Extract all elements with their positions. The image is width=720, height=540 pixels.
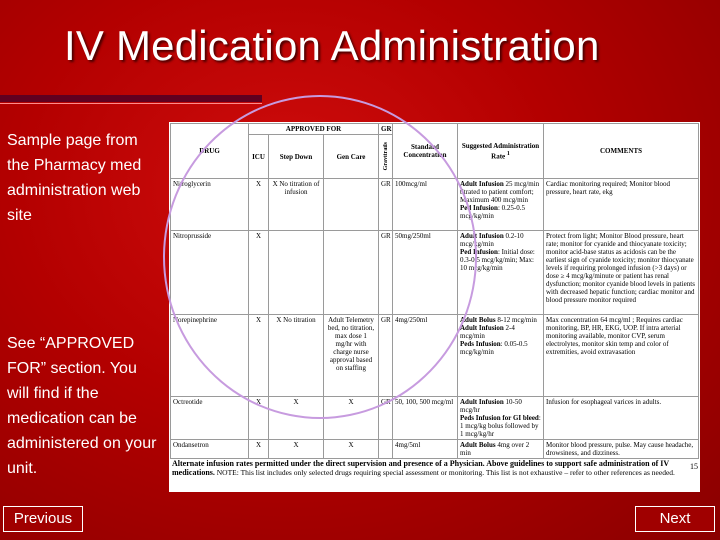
cell-icu: X <box>249 397 269 440</box>
cell-drug: Nitroprusside <box>171 231 249 315</box>
cell-rate: Adult Infusion 10-50 mcg/hr Peds Infusion for GI bleed: 1 mcg/kg bolus followed by 1 mcg/kg/hr <box>458 397 544 440</box>
slide-title: IV Medication Administration <box>64 22 600 69</box>
cell-gen-care: X <box>324 440 379 459</box>
cell-gen-care: X <box>324 397 379 440</box>
medication-table <box>170 123 699 459</box>
cell-drug: Ondansetron <box>171 440 249 459</box>
cell-gr: GR <box>379 315 393 397</box>
cell-rate: Adult Bolus 8-12 mcg/min Adult Infusion 2-4 mcg/min Peds Infusion: 0.05-0.5 mcg/kg/min <box>458 315 544 397</box>
cell-icu: X <box>249 231 269 315</box>
table-row <box>171 179 699 231</box>
cell-rate: Adult Infusion 25 mcg/min titrated to patient comfort; Maximum 400 mcg/min Ped Infusion: 0.25-0.5 mcg/kg/min <box>458 179 544 231</box>
cell-drug: Octreotide <box>171 397 249 440</box>
title-underline-bar <box>0 95 262 102</box>
table-row <box>171 315 699 397</box>
cell-drug: Nitroglycerin <box>171 179 249 231</box>
cell-comments: Cardiac monitoring required; Monitor blood pressure, heart rate, ekg <box>544 179 699 231</box>
cell-gen-care: Adult Telemetry bed, no titration, max dose 1 mg/hr with charge nurse approval based on staffing <box>324 315 379 397</box>
cell-drug: Norepinephrine <box>171 315 249 397</box>
header-icu: ICU <box>249 135 269 179</box>
header-gr: GR <box>379 124 393 135</box>
page-number: 15 <box>690 462 698 471</box>
sidebar-note-sample: Sample page from the Pharmacy med administration web site <box>7 132 142 224</box>
cell-concentration: 4mg/5ml <box>393 440 458 459</box>
cell-gr: GR <box>379 179 393 231</box>
header-comments: COMMENTS <box>544 124 699 179</box>
cell-gen-care <box>324 179 379 231</box>
header-gravitrails: Gravitrails <box>379 135 393 179</box>
cell-concentration: 100mcg/ml <box>393 179 458 231</box>
cell-concentration: 4mg/250ml <box>393 315 458 397</box>
header-standard-concentration: Standard Concentration <box>393 124 458 179</box>
table-row <box>171 440 699 459</box>
cell-step-down: X <box>269 397 324 440</box>
cell-comments: Max concentration 64 mcg/ml ; Requires cardiac monitoring, BP, HR, EKG, UOP. If intra arterial monitoring available, monitor CVP, serum electrolytes, monitor skin temp and color of extremities, avoid extravasation <box>544 315 699 397</box>
cell-comments: Infusion for esophageal varices in adults. <box>544 397 699 440</box>
header-step-down: Step Down <box>269 135 324 179</box>
next-button[interactable]: Next <box>635 506 715 532</box>
cell-gr <box>379 440 393 459</box>
cell-gr: GR <box>379 397 393 440</box>
cell-step-down <box>269 231 324 315</box>
header-gen-care: Gen Care <box>324 135 379 179</box>
cell-icu: X <box>249 179 269 231</box>
table-row <box>171 231 699 315</box>
title-underline-accent <box>0 103 262 104</box>
cell-step-down: X No titration of infusion <box>269 179 324 231</box>
table-row <box>171 397 699 440</box>
cell-step-down: X <box>269 440 324 459</box>
cell-comments: Protect from light; Monitor Blood pressure, heart rate; monitor for cyanide and thiocyanate toxicity; monitor acid-base status as acidosis can be the earliest sign of cyanide toxicity; monitor thiocyanate levels if requiring prolonged infusion (>3 days) or dose ≥ 4 mcg/kg/minute or patient has renal dysfunction; monitor cyanide blood levels in patients with decreased hepatic function; cardiac monitor and blood pressure monitor required <box>544 231 699 315</box>
cell-gr: GR <box>379 231 393 315</box>
previous-button[interactable]: Previous <box>3 506 83 532</box>
header-suggested-rate: Suggested Administration Rate $^1$ <box>458 124 544 179</box>
cell-concentration: 50mg/250ml <box>393 231 458 315</box>
cell-icu: X <box>249 315 269 397</box>
header-drug: DRUG <box>171 124 249 179</box>
cell-concentration: 50, 100, 500 mcg/ml <box>393 397 458 440</box>
cell-icu: X <box>249 440 269 459</box>
header-approved-for: APPROVED FOR <box>249 124 379 135</box>
cell-gen-care <box>324 231 379 315</box>
pharmacy-table-image <box>169 122 700 492</box>
cell-step-down: X No titration <box>269 315 324 397</box>
table-footnote: Alternate infusion rates permitted under the direct supervision and presence of a Physician. Above guidelines to support safe administration of IV medications. NOTE: This list includes only selected drugs requiring special assessment or monitoring. This list is not exhaustive – refer to other references as needed. <box>172 459 675 477</box>
cell-rate: Adult Infusion 0.2-10 mcg/kg/min Ped Infusion: Initial dose: 0.3-0.5 mcg/kg/min; Max: 10 mcg/kg/min <box>458 231 544 315</box>
cell-comments: Monitor blood pressure, pulse. May cause headache, drowsiness, and dizziness. <box>544 440 699 459</box>
sidebar-note-approved-for: See “APPROVED FOR” section. You will find if the medication can be administered on your unit. <box>7 335 157 477</box>
cell-rate: Adult Bolus 4mg over 2 min <box>458 440 544 459</box>
